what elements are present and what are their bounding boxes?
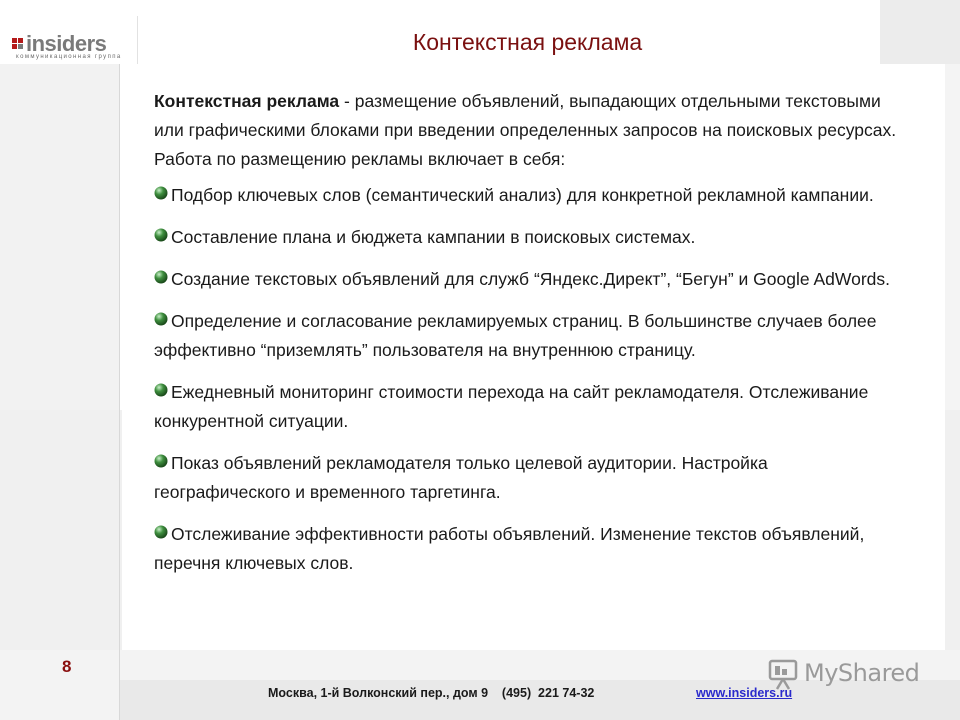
insiders-logo <box>14 33 126 63</box>
list-item-text: Составление плана и бюджета кампании в поисковых системах. <box>171 227 696 247</box>
list-item-text: Определение и согласование рекламируемых страниц. В большинстве случаев более эффективно “приземлять” пользователя на внутреннюю страницу. <box>154 311 877 360</box>
list-item <box>154 181 904 210</box>
intro-term: Контекстная реклама <box>154 91 340 111</box>
left-divider <box>119 64 120 720</box>
website-link[interactable]: www.insiders.ru <box>696 686 793 700</box>
green-ball-bullet-icon <box>154 312 168 326</box>
right-sidebar-band <box>945 64 960 410</box>
slide-body <box>154 87 904 591</box>
intro-paragraph <box>154 87 904 174</box>
footer-address: Москва, 1-й Волконский пер., дом 9 (495) 221 74-32 <box>268 686 595 700</box>
myshared-watermark <box>766 656 936 696</box>
list-item <box>154 265 904 294</box>
page-title: Контекстная реклама <box>412 29 643 55</box>
green-ball-bullet-icon <box>154 186 168 200</box>
list-item-text: Показ объявлений рекламодателя только целевой аудитории. Настройка географического и временного таргетинга. <box>154 453 768 502</box>
list-item <box>154 307 904 365</box>
green-ball-bullet-icon <box>154 383 168 397</box>
list-item-text: Создание текстовых объявлений для служб “Яндекс.Директ”, “Бегун” и Google AdWords. <box>171 269 891 289</box>
logo-mark-icon <box>12 38 24 50</box>
green-ball-bullet-icon <box>154 228 168 242</box>
page-number: 8 <box>62 657 72 676</box>
presentation-board-icon <box>766 658 800 692</box>
list-item <box>154 520 904 578</box>
list-item-text: Отслеживание эффективности работы объявлений. Изменение текстов объявлений, перечня ключевых слов. <box>154 524 865 573</box>
list-item <box>154 223 904 252</box>
watermark-text: MyShared <box>804 659 920 687</box>
list-item-text: Ежедневный мониторинг стоимости перехода на сайт рекламодателя. Отслеживание конкурентной ситуации. <box>154 382 869 431</box>
logo-tagline: коммуникационная группа <box>16 54 122 60</box>
green-ball-bullet-icon <box>154 270 168 284</box>
list-item <box>154 378 904 436</box>
list-item <box>154 449 904 507</box>
list-item-text: Подбор ключевых слов (семантический анализ) для конкретной рекламной кампании. <box>171 185 874 205</box>
intro-definition: - размещение объявлений, выпадающих отдельными текстовыми или графическими блоками при введении определенных запросов на поисковых ресурсах. Работа по размещению рекламы включает в себя: <box>154 91 897 169</box>
header-corner <box>880 0 960 64</box>
green-ball-bullet-icon <box>154 454 168 468</box>
header-spacer <box>137 16 176 64</box>
green-ball-bullet-icon <box>154 525 168 539</box>
logo-wordmark: insiders <box>26 31 107 56</box>
